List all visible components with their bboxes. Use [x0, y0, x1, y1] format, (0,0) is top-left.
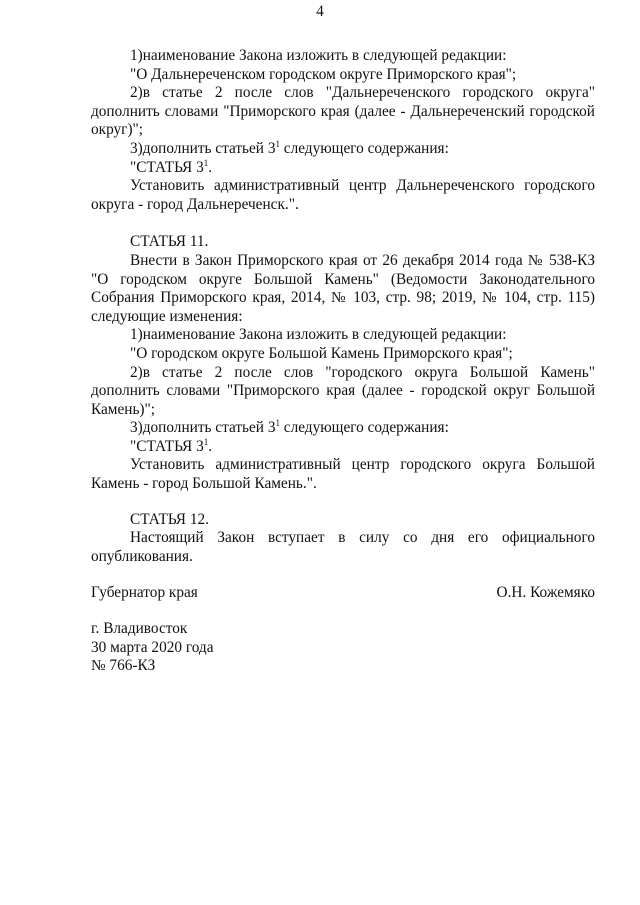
article-11-new-article-text: Установить административный центр городского округа Большой Камень - город Большой Камень.".	[91, 456, 595, 493]
place-date-block	[91, 620, 214, 676]
signatory-name: О.Н. Кожемяко	[496, 584, 595, 601]
article-11-item-3	[91, 419, 595, 438]
date: 30 марта 2020 года	[91, 638, 214, 656]
superscript: 1	[275, 138, 280, 149]
amendment-item-3-text: 3)дополнить статьей 3	[130, 139, 276, 157]
signatory-position: Губернатор края	[91, 584, 198, 601]
article-11-item-3-rest: следующего содержания:	[279, 419, 449, 437]
article-11-new-article-title-text: "СТАТЬЯ 3	[130, 437, 204, 455]
page-number: 4	[316, 3, 324, 20]
amendment-item-1: 1)наименование Закона изложить в следующей редакции:	[130, 47, 507, 64]
amendment-item-3-rest: следующего содержания:	[279, 139, 449, 157]
article-11-new-article-title-end: .	[208, 437, 213, 455]
amendment-item-1-quote: "О Дальнереченском городском округе Приморского края";	[130, 65, 517, 83]
article-12-heading: СТАТЬЯ 12.	[130, 510, 209, 528]
article-11-intro: Внести в Закон Приморского края от 26 декабря 2014 года № 538-КЗ "О городском округе Большой Камень" (Ведомости Законодательного Собрания Приморского края, 2014, № 103, стр. 98; 2019, № 104, стр. 115) следующие изменения:	[91, 251, 595, 325]
new-article-title	[91, 159, 595, 178]
new-article-title-end: .	[208, 158, 213, 176]
amendment-item-3	[91, 140, 595, 159]
article-11-heading: СТАТЬЯ 11.	[130, 233, 209, 251]
article-11-new-article-title	[91, 438, 595, 457]
city: г. Владивосток	[91, 620, 188, 637]
document-body	[91, 47, 595, 566]
law-number: № 766-КЗ	[91, 657, 156, 674]
article-11-item-2: 2)в статье 2 после слов "городского округа Большой Камень" дополнить словами "Приморского края (далее - городской округ Большой Камень)";	[91, 363, 595, 418]
superscript: 1	[203, 157, 209, 168]
article-12-text: Настоящий Закон вступает в силу со дня его официального опубликования.	[91, 529, 595, 565]
article-11-item-1: 1)наименование Закона изложить в следующей редакции:	[130, 326, 507, 344]
article-11-item-1-quote: "О городском округе Большой Камень Приморского края";	[130, 344, 513, 362]
new-article-title-text: "СТАТЬЯ 3	[130, 158, 204, 176]
superscript: 1	[275, 418, 280, 429]
signature-block	[91, 584, 595, 604]
superscript: 1	[203, 436, 209, 447]
new-article-text: Установить административный центр Дальнереченского городского округа - город Дальнереченск.".	[91, 177, 595, 213]
article-11-item-3-text: 3)дополнить статьей 3	[130, 419, 276, 437]
amendment-item-2: 2)в статье 2 после слов "Дальнереченского городского округа" дополнить словами "Приморского края (далее - Дальнереченский городской округ)";	[91, 84, 595, 139]
